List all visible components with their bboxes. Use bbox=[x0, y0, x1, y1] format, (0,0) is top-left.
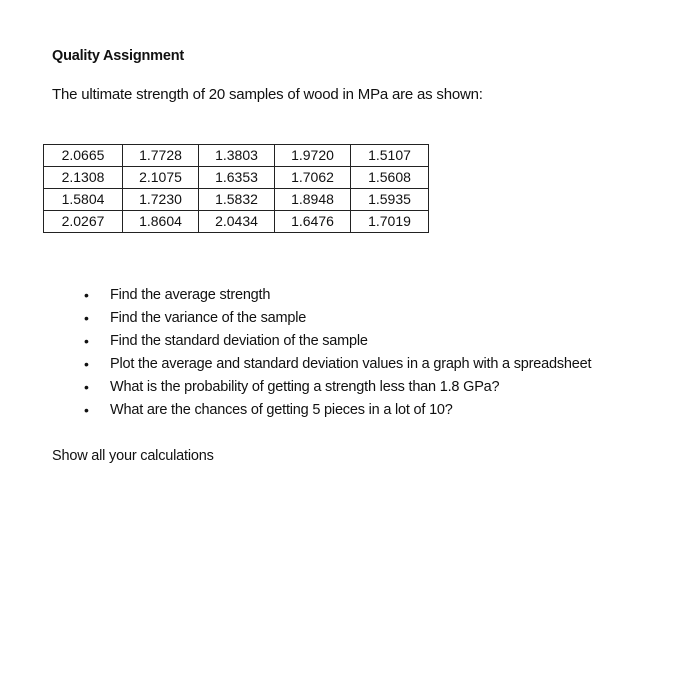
task-text: Find the standard deviation of the sample bbox=[110, 333, 368, 349]
bullet-icon: • bbox=[84, 402, 89, 418]
bullet-icon: • bbox=[84, 287, 89, 303]
document-title: Quality Assignment bbox=[52, 48, 185, 64]
table-cell: 2.0267 bbox=[44, 211, 123, 233]
intro-text: The ultimate strength of 20 samples of wood in MPa are as shown: bbox=[52, 86, 483, 103]
table-cell: 1.7230 bbox=[123, 189, 199, 211]
list-item bbox=[80, 376, 591, 399]
list-item bbox=[80, 330, 591, 353]
task-text: Find the average strength bbox=[110, 287, 271, 303]
list-item bbox=[80, 307, 591, 330]
task-text: Plot the average and standard deviation values in a graph with a spreadsheet bbox=[110, 356, 592, 372]
table-cell: 2.0434 bbox=[199, 211, 275, 233]
task-text: Find the variance of the sample bbox=[110, 310, 307, 326]
table-cell: 1.5935 bbox=[351, 189, 429, 211]
table-cell: 1.5608 bbox=[351, 167, 429, 189]
table-cell: 2.1075 bbox=[123, 167, 199, 189]
table-cell: 1.7019 bbox=[351, 211, 429, 233]
table-cell: 1.5832 bbox=[199, 189, 275, 211]
bullet-icon: • bbox=[84, 356, 89, 372]
table-cell: 1.3803 bbox=[199, 145, 275, 167]
table-cell: 1.6476 bbox=[275, 211, 351, 233]
table-row bbox=[44, 189, 429, 211]
table-cell: 1.8948 bbox=[275, 189, 351, 211]
list-item bbox=[80, 353, 591, 376]
table-cell: 1.5107 bbox=[351, 145, 429, 167]
table-cell: 1.8604 bbox=[123, 211, 199, 233]
list-item bbox=[80, 399, 591, 422]
task-text: What is the probability of getting a strength less than 1.8 GPa? bbox=[110, 379, 500, 395]
list-item bbox=[80, 284, 591, 307]
table-cell: 1.7728 bbox=[123, 145, 199, 167]
table-cell: 1.6353 bbox=[199, 167, 275, 189]
task-list bbox=[80, 284, 591, 422]
table-cell: 2.0665 bbox=[44, 145, 123, 167]
table-row bbox=[44, 145, 429, 167]
task-text: What are the chances of getting 5 pieces in a lot of 10? bbox=[110, 402, 453, 418]
footer-note: Show all your calculations bbox=[52, 448, 214, 464]
table-row bbox=[44, 167, 429, 189]
table-cell: 1.7062 bbox=[275, 167, 351, 189]
table-cell: 2.1308 bbox=[44, 167, 123, 189]
table-cell: 1.9720 bbox=[275, 145, 351, 167]
samples-table bbox=[43, 144, 429, 233]
bullet-icon: • bbox=[84, 333, 89, 349]
bullet-icon: • bbox=[84, 379, 89, 395]
table-cell: 1.5804 bbox=[44, 189, 123, 211]
table-row bbox=[44, 211, 429, 233]
bullet-icon: • bbox=[84, 310, 89, 326]
